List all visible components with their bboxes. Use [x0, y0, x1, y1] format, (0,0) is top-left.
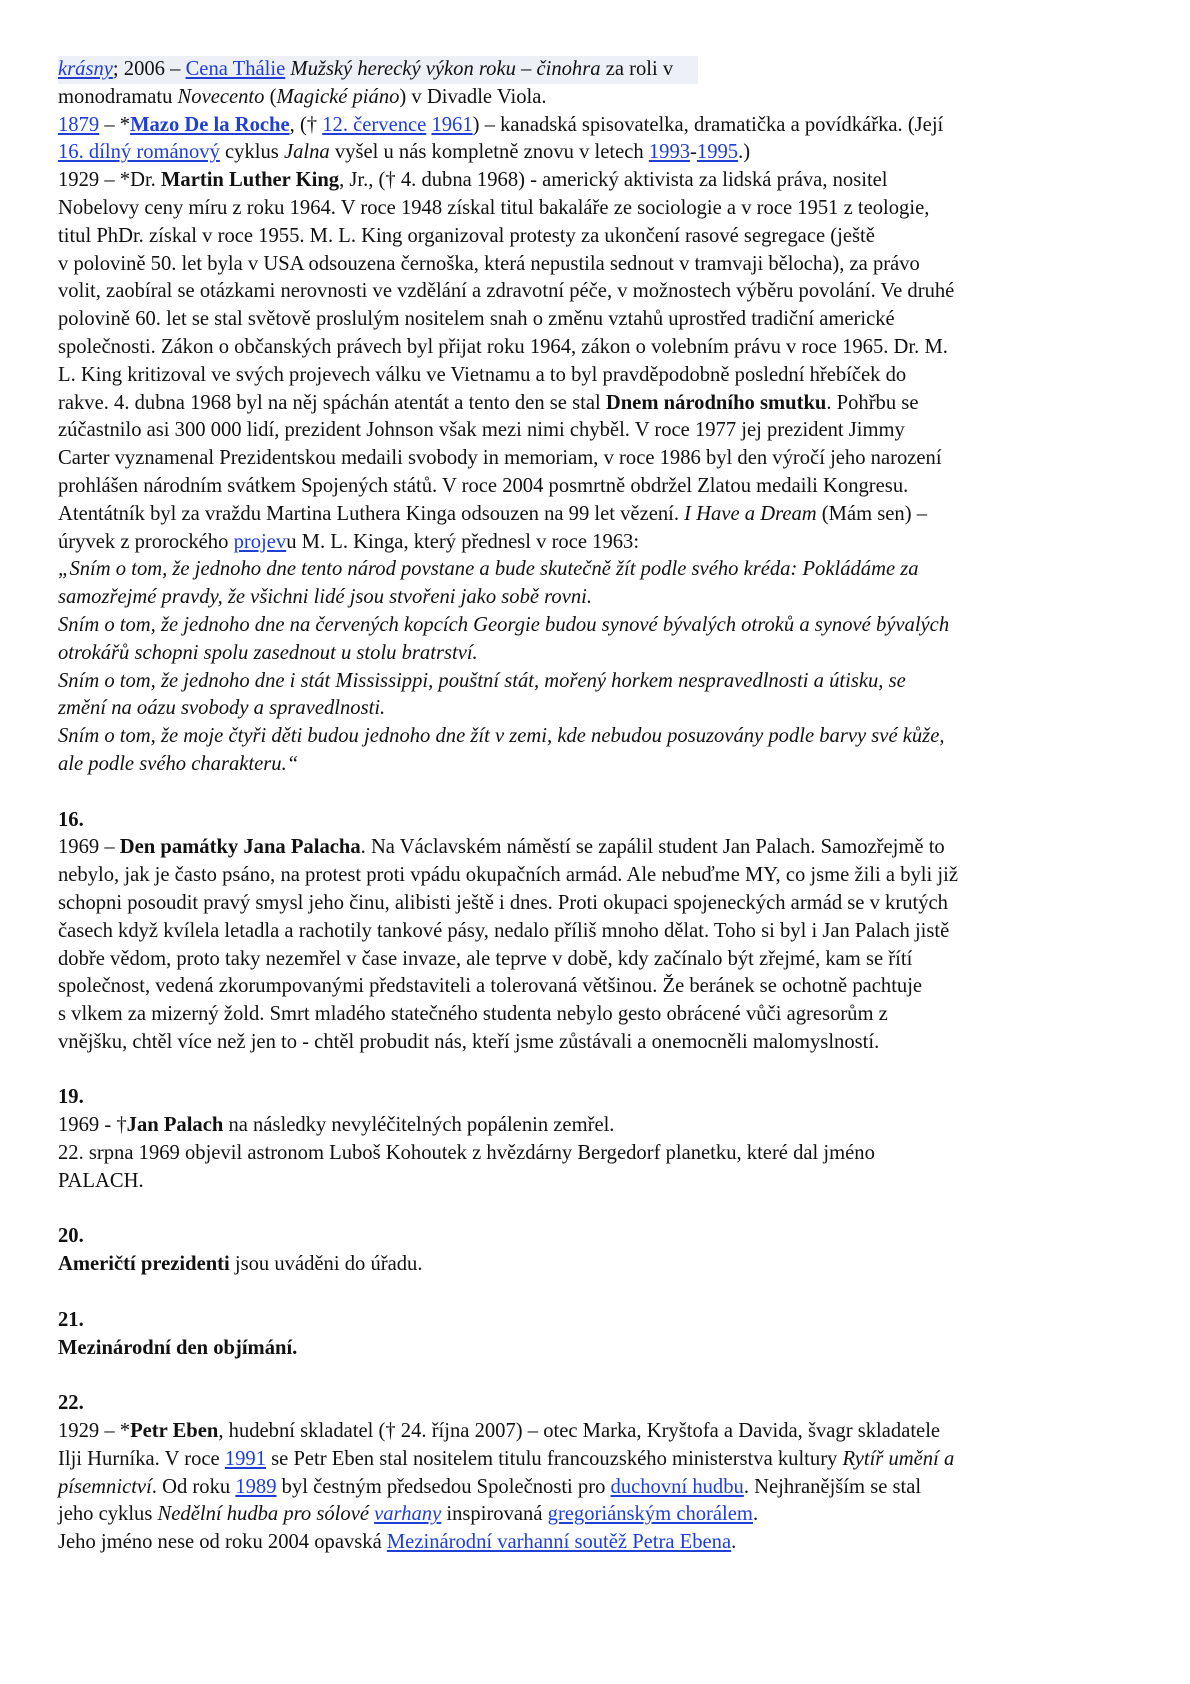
- text: , (†: [289, 113, 323, 136]
- spacer: [58, 1196, 1133, 1224]
- text: (: [264, 85, 277, 108]
- text: .: [731, 1531, 737, 1554]
- spacer: [58, 1057, 1133, 1085]
- award-category: Mužský herecký výkon roku – činohra: [290, 58, 601, 80]
- mlk-line-5: volit, zaobíral se otázkami nerovnosti ve vzdělání a zdravotní péče, v možnostech výběru povolání. Ve druhé: [58, 280, 955, 303]
- text: (Mám sen) –: [816, 502, 928, 525]
- day-heading-20: 20.: [58, 1225, 84, 1248]
- link-mazo-de-la-roche[interactable]: Mazo De la Roche: [130, 113, 290, 136]
- person-name: Petr Eben: [130, 1420, 219, 1443]
- day21-line-1: Mezinárodní den objímání.: [58, 1336, 298, 1359]
- link-year-1989[interactable]: 1989: [235, 1475, 277, 1498]
- text: 1929 – *Dr.: [58, 169, 161, 192]
- text: se Petr Eben stal nositelem titulu francouzského ministerstva kultury: [266, 1447, 843, 1470]
- day-heading-21: 21.: [58, 1308, 84, 1331]
- text: jsou uváděni do úřadu.: [229, 1253, 423, 1276]
- bold-term: Dnem národního smutku: [605, 391, 827, 414]
- theatre-line-2: [58, 84, 1133, 112]
- mlk-line-2: Nobelovy ceny míru z roku 1964. V roce 1948 získal titul bakaláře ze sociologie a v roce 1951 z teologie,: [58, 196, 930, 219]
- text: za roli v: [600, 58, 674, 80]
- mazo-line-1: [58, 112, 1133, 140]
- day22-line-2: [58, 1446, 1133, 1474]
- text: ) – kanadská spisovatelka, dramatička a povídkářka. (Její: [472, 113, 944, 136]
- mlk-line-6: polovině 60. let se stal světově proslulým nositelem snah o změnu vztahů uprostřed tradiční americké: [58, 308, 895, 331]
- link-16-dilny-romanovy[interactable]: 16. dílný románový: [58, 141, 220, 164]
- day16-line-8: vnějšku, chtěl více než jen to - chtěl probudit nás, kteří jsme zůstávali a onemocněli malomyslností.: [58, 1030, 880, 1053]
- link-projev[interactable]: projev: [233, 530, 287, 553]
- link-year-1991[interactable]: 1991: [224, 1447, 266, 1470]
- mlk-line-13: [58, 501, 1133, 529]
- day16-line-3: schopni posoudit pravý smysl jeho činu, alibisti ještě i dnes. Proti okupaci spojeneckých armád se v krutých: [58, 891, 948, 914]
- mlk-line-9: [58, 390, 1133, 418]
- mlk-line-12: prohlášen národním svátkem Spojených států. V roce 2004 posmrtně obdržel Zlatou medaili Kongresu.: [58, 474, 909, 497]
- link-year-1961[interactable]: 1961: [431, 113, 473, 136]
- work-title: Nedělní hudba pro sólové: [157, 1503, 375, 1526]
- day-heading-19: 19.: [58, 1086, 84, 1109]
- text: rakve. 4. dubna 1968 byl na něj spáchán atentát a tento den se stal: [58, 391, 606, 414]
- day22-line-5: [58, 1529, 1133, 1557]
- person-name: Jan Palach: [126, 1114, 224, 1137]
- text: .: [752, 1503, 759, 1526]
- day16-line-5: dobře vědom, proto taky nezemřel v čase invaze, ale teprve v době, kdy začínalo být zřejmé, kam se řítí: [58, 947, 913, 970]
- text: ) v Divadle Viola.: [399, 85, 547, 108]
- day20-line-1: [58, 1251, 1133, 1279]
- mlk-line-7: společnosti. Zákon o občanských právech byl přijat roku 1964, zákon o volebním právu v roce 1965. Dr. M.: [58, 335, 948, 358]
- quote-line-4: otrokářů schopni spolu zasednout u stolu bratrství.: [58, 641, 478, 664]
- link-duchovni-hudba[interactable]: duchovní hudbu: [610, 1475, 744, 1498]
- text: Atentátník byl za vraždu Martina Luthera Kinga odsouzen na 99 let vězení.: [58, 502, 685, 525]
- day16-line-6: společnost, vedená zkorumpovanými představiteli a tolerovaná většinou. Že beránek se ochotně pachtuje: [58, 975, 923, 998]
- text: . Od roku: [151, 1475, 236, 1498]
- text: . Pohřbu se: [826, 391, 919, 414]
- mlk-line-1: [58, 167, 1133, 195]
- spacer: [58, 1362, 1133, 1390]
- text: u M. L. Kinga, který přednesl v roce 1963:: [286, 530, 640, 553]
- link-cena-thalie[interactable]: Cena Thálie: [185, 58, 286, 80]
- text: monodramatu: [58, 85, 178, 108]
- text: . Na Václavském náměstí se zapálil student Jan Palach. Samozřejmě to: [360, 836, 945, 859]
- quote-line-1: „Sním o tom, že jednoho dne tento národ povstane a bude skutečně žít podle svého kréda: Pokládáme za: [58, 558, 919, 581]
- day16-line-7: s vlkem za mizerný žold. Smrt mladého statečného studenta nebylo gesto obrácené vůči agresorům z: [58, 1003, 888, 1026]
- text: vyšel u nás kompletně znovu v letech: [329, 141, 649, 164]
- day19-line-3: PALACH.: [58, 1169, 144, 1192]
- link-year-1995[interactable]: 1995: [696, 141, 739, 164]
- text: – *: [99, 113, 131, 136]
- speech-title: I Have a Dream: [684, 502, 817, 525]
- link-gregoriansky-choral[interactable]: gregoriánským chorálem: [547, 1503, 753, 1526]
- link-12-cervence[interactable]: 12. července: [322, 113, 427, 136]
- text: . Nejhranějším se stal: [743, 1475, 922, 1498]
- text: ; 2006 –: [112, 58, 186, 80]
- day19-line-1: [58, 1112, 1133, 1140]
- quote-line-5: Sním o tom, že jednoho dne i stát Mississippi, pouštní stát, mořený horkem nespravedlnosti a útisku, se: [58, 669, 906, 692]
- document-page: [58, 56, 1133, 1557]
- award-title: Rytíř umění a: [842, 1447, 955, 1470]
- mlk-line-14: [58, 529, 1133, 557]
- book-title: Jalna: [283, 141, 330, 164]
- text: jeho cyklus: [58, 1503, 158, 1526]
- play-title: Novecento: [177, 85, 265, 108]
- person-name: Martin Luther King: [160, 169, 340, 192]
- theatre-line-1: [58, 56, 1133, 84]
- text: na následky nevyléčitelných popálenin zemřel.: [223, 1114, 615, 1137]
- text: byl čestným předsedou Společnosti pro: [276, 1475, 611, 1498]
- text: -: [690, 141, 697, 164]
- text: 1929 – *: [58, 1420, 131, 1443]
- text: , Jr., († 4. dubna 1968) - americký aktivista za lidská práva, nositel: [339, 169, 888, 192]
- spacer: [58, 779, 1133, 807]
- text: .): [738, 141, 751, 164]
- text: Ilji Hurníka. V roce: [58, 1447, 225, 1470]
- link-krasny[interactable]: krásny: [58, 58, 113, 80]
- spacer: [58, 1279, 1133, 1307]
- link-year-1993[interactable]: 1993: [648, 141, 691, 164]
- text: Jeho jméno nese od roku 2004 opavská: [58, 1531, 387, 1554]
- quote-line-2: samozřejmé pravdy, že všichni lidé jsou stvořeni jako sobě rovni.: [58, 586, 593, 609]
- bold-term: Američtí prezidenti: [58, 1253, 230, 1276]
- mlk-line-11: Carter vyznamenal Prezidentskou medaili svobody in memoriam, v roce 1986 byl den výročí jeho narození: [58, 447, 942, 470]
- quote-line-7: Sním o tom, že moje čtyři děti budou jednoho dne žít v zemi, kde nebudou posuzovány podle barvy své kůže,: [58, 725, 945, 748]
- text: , hudební skladatel († 24. října 2007) – otec Marka, Kryštofa a Davida, švagr skladatele: [218, 1420, 941, 1443]
- bold-term: Den památky Jana Palacha: [119, 836, 361, 859]
- link-year-1879[interactable]: 1879: [58, 113, 100, 136]
- quote-line-8: ale podle svého charakteru.“: [58, 752, 299, 775]
- day22-line-1: [58, 1418, 1133, 1446]
- mazo-line-2: [58, 139, 1133, 167]
- day-heading-22: 22.: [58, 1392, 84, 1415]
- day16-line-4: časech když kvílela letadla a rachotily tankové pásy, nedalo příliš mnoho dělat. Toho si byl i Jan Palach jistě: [58, 919, 950, 942]
- day22-line-3: [58, 1474, 1133, 1502]
- text: 1969 –: [58, 836, 120, 859]
- quote-line-3: Sním o tom, že jednoho dne na červených kopcích Georgie budou synové bývalých otroků a synové bývalých: [58, 613, 950, 636]
- text: úryvek z prorockého: [58, 530, 234, 553]
- day22-line-4: [58, 1501, 1133, 1529]
- mlk-line-4: v polovině 50. let byla v USA odsouzena černoška, která nepustila sednout v tramvaji bělocha), za právo: [58, 252, 920, 275]
- text: inspirovaná: [441, 1503, 548, 1526]
- day16-line-1: [58, 834, 1133, 862]
- day19-line-2: 22. srpna 1969 objevil astronom Luboš Kohoutek z hvězdárny Bergedorf planetku, které dal jméno: [58, 1142, 875, 1165]
- link-varhanni-soutez[interactable]: Mezinárodní varhanní soutěž Petra Ebena: [386, 1531, 732, 1554]
- play-title-alt: Magické piáno: [276, 85, 400, 108]
- award-title-cont: písemnictví: [58, 1475, 152, 1498]
- text: 1969 - †: [58, 1114, 127, 1137]
- quote-line-6: změní na oázu svobody a spravedlnosti.: [58, 697, 386, 720]
- mlk-line-3: titul PhDr. získal v roce 1955. M. L. King organizoval protesty za ukončení rasové segregace (ještě: [58, 224, 875, 247]
- link-varhany[interactable]: varhany: [374, 1503, 442, 1526]
- mlk-line-10: zúčastnilo asi 300 000 lidí, prezident Johnson však mezi nimi chyběl. V roce 1977 jej prezident Jimmy: [58, 419, 905, 442]
- text: cyklus: [219, 141, 284, 164]
- mlk-line-8: L. King kritizoval ve svých projevech válku ve Vietnamu a to byl pravděpodobně poslední hřebíček do: [58, 363, 907, 386]
- day-heading-16: 16.: [58, 808, 84, 831]
- day16-line-2: nebylo, jak je často psáno, na protest proti vpádu okupačních armád. Ale nebuďme MY, co jsme žili a byli již: [58, 864, 958, 887]
